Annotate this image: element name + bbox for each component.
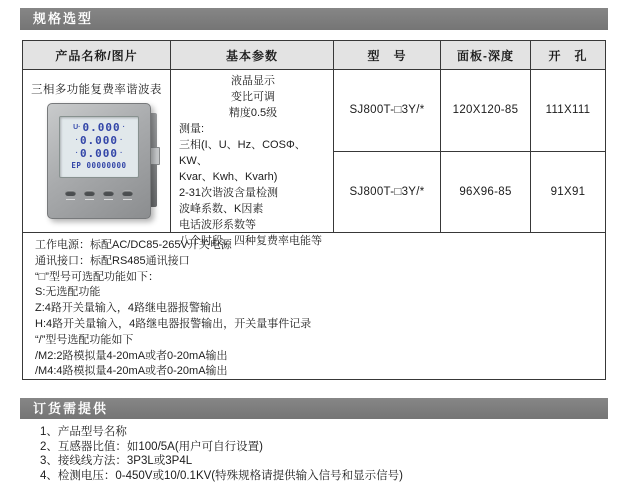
lcd-phase-label: · xyxy=(75,137,78,144)
param-line: 测量: xyxy=(179,123,205,135)
product-name: 三相多功能复费率谐波表 xyxy=(31,84,162,96)
note-line: Z:4路开关量输入，4路继电器报警输出 xyxy=(35,302,223,315)
lcd-energy-readout: EP 00000000 xyxy=(71,161,127,170)
meter-button-row xyxy=(48,190,150,196)
meter-button xyxy=(84,190,95,196)
col-header-product-name: 产品名称/图片 xyxy=(23,41,171,69)
model-cell: SJ800T-□3Y/* xyxy=(334,70,441,151)
param-line: 电话波形系数等 xyxy=(179,219,256,231)
notes-cell xyxy=(23,233,605,380)
lcd-digits: 0.000 xyxy=(79,147,119,160)
model-columns xyxy=(334,70,605,232)
param-line: 三相(I、U、Hz、COSΦ、KW、 xyxy=(179,139,306,167)
meter-front-panel xyxy=(47,103,151,219)
lcd-unit-dot: · xyxy=(120,150,123,157)
lcd-row xyxy=(63,121,135,134)
table-header-row xyxy=(23,41,605,70)
col-header-panel-depth: 面板-深度 xyxy=(441,41,531,69)
table-row xyxy=(334,152,605,233)
note-line: S:无选配功能 xyxy=(35,286,101,299)
param-line: 波峰系数、K因素 xyxy=(179,203,264,215)
meter-button xyxy=(103,190,114,196)
ordering-item: 3、接线线方法：3P3L或3P4L xyxy=(40,455,193,467)
lcd-digits: 0.000 xyxy=(82,121,121,134)
lcd-screen xyxy=(59,116,139,178)
lcd-row xyxy=(63,134,135,147)
col-header-cutout: 开 孔 xyxy=(548,48,588,63)
param-line: 八个时段、四种复费率电能等 xyxy=(179,235,322,247)
col-header-model: 型 号 xyxy=(334,41,441,69)
param-line: 变比可调 xyxy=(231,91,275,103)
ordering-section-header: 订货需提供 xyxy=(20,398,608,419)
panel-depth-cell: 120X120-85 xyxy=(441,70,531,151)
col-header-basic-params: 基本参数 xyxy=(171,41,334,69)
model-cell: SJ800T-□3Y/* xyxy=(334,152,441,233)
note-line: “□”型号可选配功能如下： xyxy=(35,270,159,283)
lcd-digits: 0.000 xyxy=(79,134,119,147)
meter-button xyxy=(65,190,76,196)
spec-table xyxy=(22,40,606,380)
note-line: “/”型号选配功能如下 xyxy=(35,333,134,346)
note-line: 工作电源：标配AC/DC85-265V开关电源 xyxy=(35,239,232,251)
note-line: H:4路开关量输入，4路继电器报警输出，开关量事件记录 xyxy=(35,317,312,330)
param-line: 2-31次谐波含量检测 xyxy=(179,187,279,199)
product-photo xyxy=(47,103,159,219)
basic-params-cell xyxy=(171,70,334,247)
param-line: 液晶显示 xyxy=(231,75,275,87)
cutout-cell: 91X91 xyxy=(550,185,586,198)
lcd-row xyxy=(63,147,135,160)
ordering-item: 1、产品型号名称 xyxy=(40,426,127,438)
lcd-phase-label: · xyxy=(75,150,78,157)
table-row xyxy=(334,70,605,152)
ordering-list xyxy=(40,425,403,483)
product-cell xyxy=(23,70,171,232)
spec-section-header: 规格选型 xyxy=(20,8,608,30)
ordering-item: 2、互感器比值：如100/5A(用户可自行设置) xyxy=(40,440,264,453)
note-line: 通讯接口：标配RS485通讯接口 xyxy=(35,254,190,267)
lcd-unit-dot: · xyxy=(120,137,123,144)
note-line: /M4:4路模拟量4-20mA或者0-20mA输出 xyxy=(35,365,228,378)
param-line: 精度0.5级 xyxy=(228,107,278,119)
panel-depth-cell: 96X96-85 xyxy=(441,152,531,233)
note-line: /M2:2路模拟量4-20mA或者0-20mA输出 xyxy=(35,349,228,362)
param-line: Kvar、Kwh、Kvarh) xyxy=(179,171,278,183)
cutout-cell: 111X111 xyxy=(545,104,591,117)
lcd-unit-dot: · xyxy=(122,124,125,131)
ordering-item: 4、检测电压：0-450V或10/0.1KV(特殊规格请提供输入信号和显示信号) xyxy=(40,469,403,482)
meter-button xyxy=(122,190,133,196)
lcd-phase-label: U· xyxy=(73,124,81,131)
